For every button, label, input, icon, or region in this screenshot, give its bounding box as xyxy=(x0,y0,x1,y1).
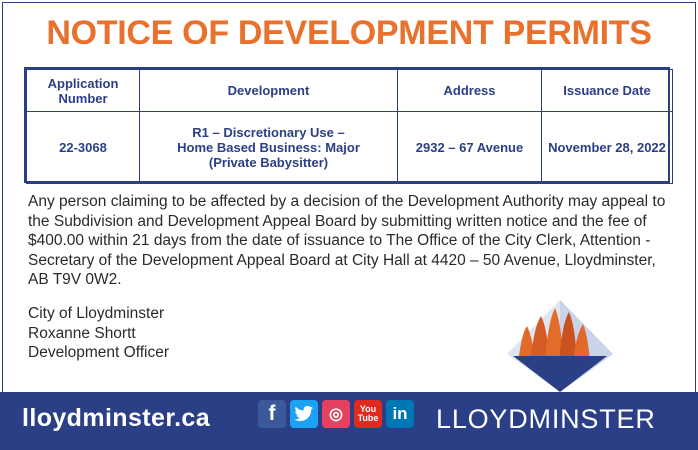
instagram-icon[interactable]: ◎ xyxy=(322,400,350,428)
notice-title: NOTICE OF DEVELOPMENT PERMITS xyxy=(46,14,652,52)
twitter-icon[interactable] xyxy=(290,400,318,428)
youtube-bottom-label: Tube xyxy=(357,413,379,423)
signoff-title: Development Officer xyxy=(28,344,169,361)
youtube-top-label: You xyxy=(359,404,377,414)
signoff-city: City of Lloydminster xyxy=(28,305,165,322)
youtube-icon[interactable] xyxy=(354,400,382,428)
table-header-row xyxy=(27,70,673,112)
cell-issuance-date: November 28, 2022 xyxy=(542,112,673,184)
twitter-bird-icon xyxy=(294,405,314,423)
cell-development xyxy=(140,112,398,184)
lloydminster-logo-icon xyxy=(505,292,615,392)
brand-wordmark: LLOYDMINSTER xyxy=(436,404,656,434)
header-application-number xyxy=(27,70,140,112)
website-link[interactable]: lloydminster.ca xyxy=(22,404,211,432)
facebook-icon[interactable]: f xyxy=(258,400,286,428)
permits-table xyxy=(24,67,670,183)
linkedin-icon[interactable]: in xyxy=(386,400,414,428)
appeal-paragraph: Any person claiming to be affected by a decision of the Development Authority may appeal to the Subdivision and Development Appeal Board by submitting written notice and the fee of $400.00 within 21 days from the date of issuance to The Office of the City Clerk, Attention - Secretary of the Development Appeal Board at City Hall at 4420 – 50 Avenue, Lloydminster, AB T9V 0W2. xyxy=(28,193,666,288)
header-application-line1: Application xyxy=(47,75,119,91)
table-row xyxy=(27,112,673,184)
development-line1: R1 – Discretionary Use – xyxy=(192,125,345,140)
footer-bar xyxy=(0,392,698,450)
cell-application-number: 22-3068 xyxy=(27,112,140,184)
header-application-line2: Number xyxy=(58,90,108,106)
development-line3: (Private Babysitter) xyxy=(208,155,329,170)
header-address: Address xyxy=(398,70,542,112)
signoff-name: Roxanne Shortt xyxy=(28,324,136,342)
signoff-block xyxy=(28,304,328,363)
header-development: Development xyxy=(140,70,398,112)
cell-address: 2932 – 67 Avenue xyxy=(398,112,542,184)
header-issuance-date: Issuance Date xyxy=(542,70,673,112)
development-line2: Home Based Business: Major xyxy=(177,140,360,155)
social-icons xyxy=(258,400,414,428)
